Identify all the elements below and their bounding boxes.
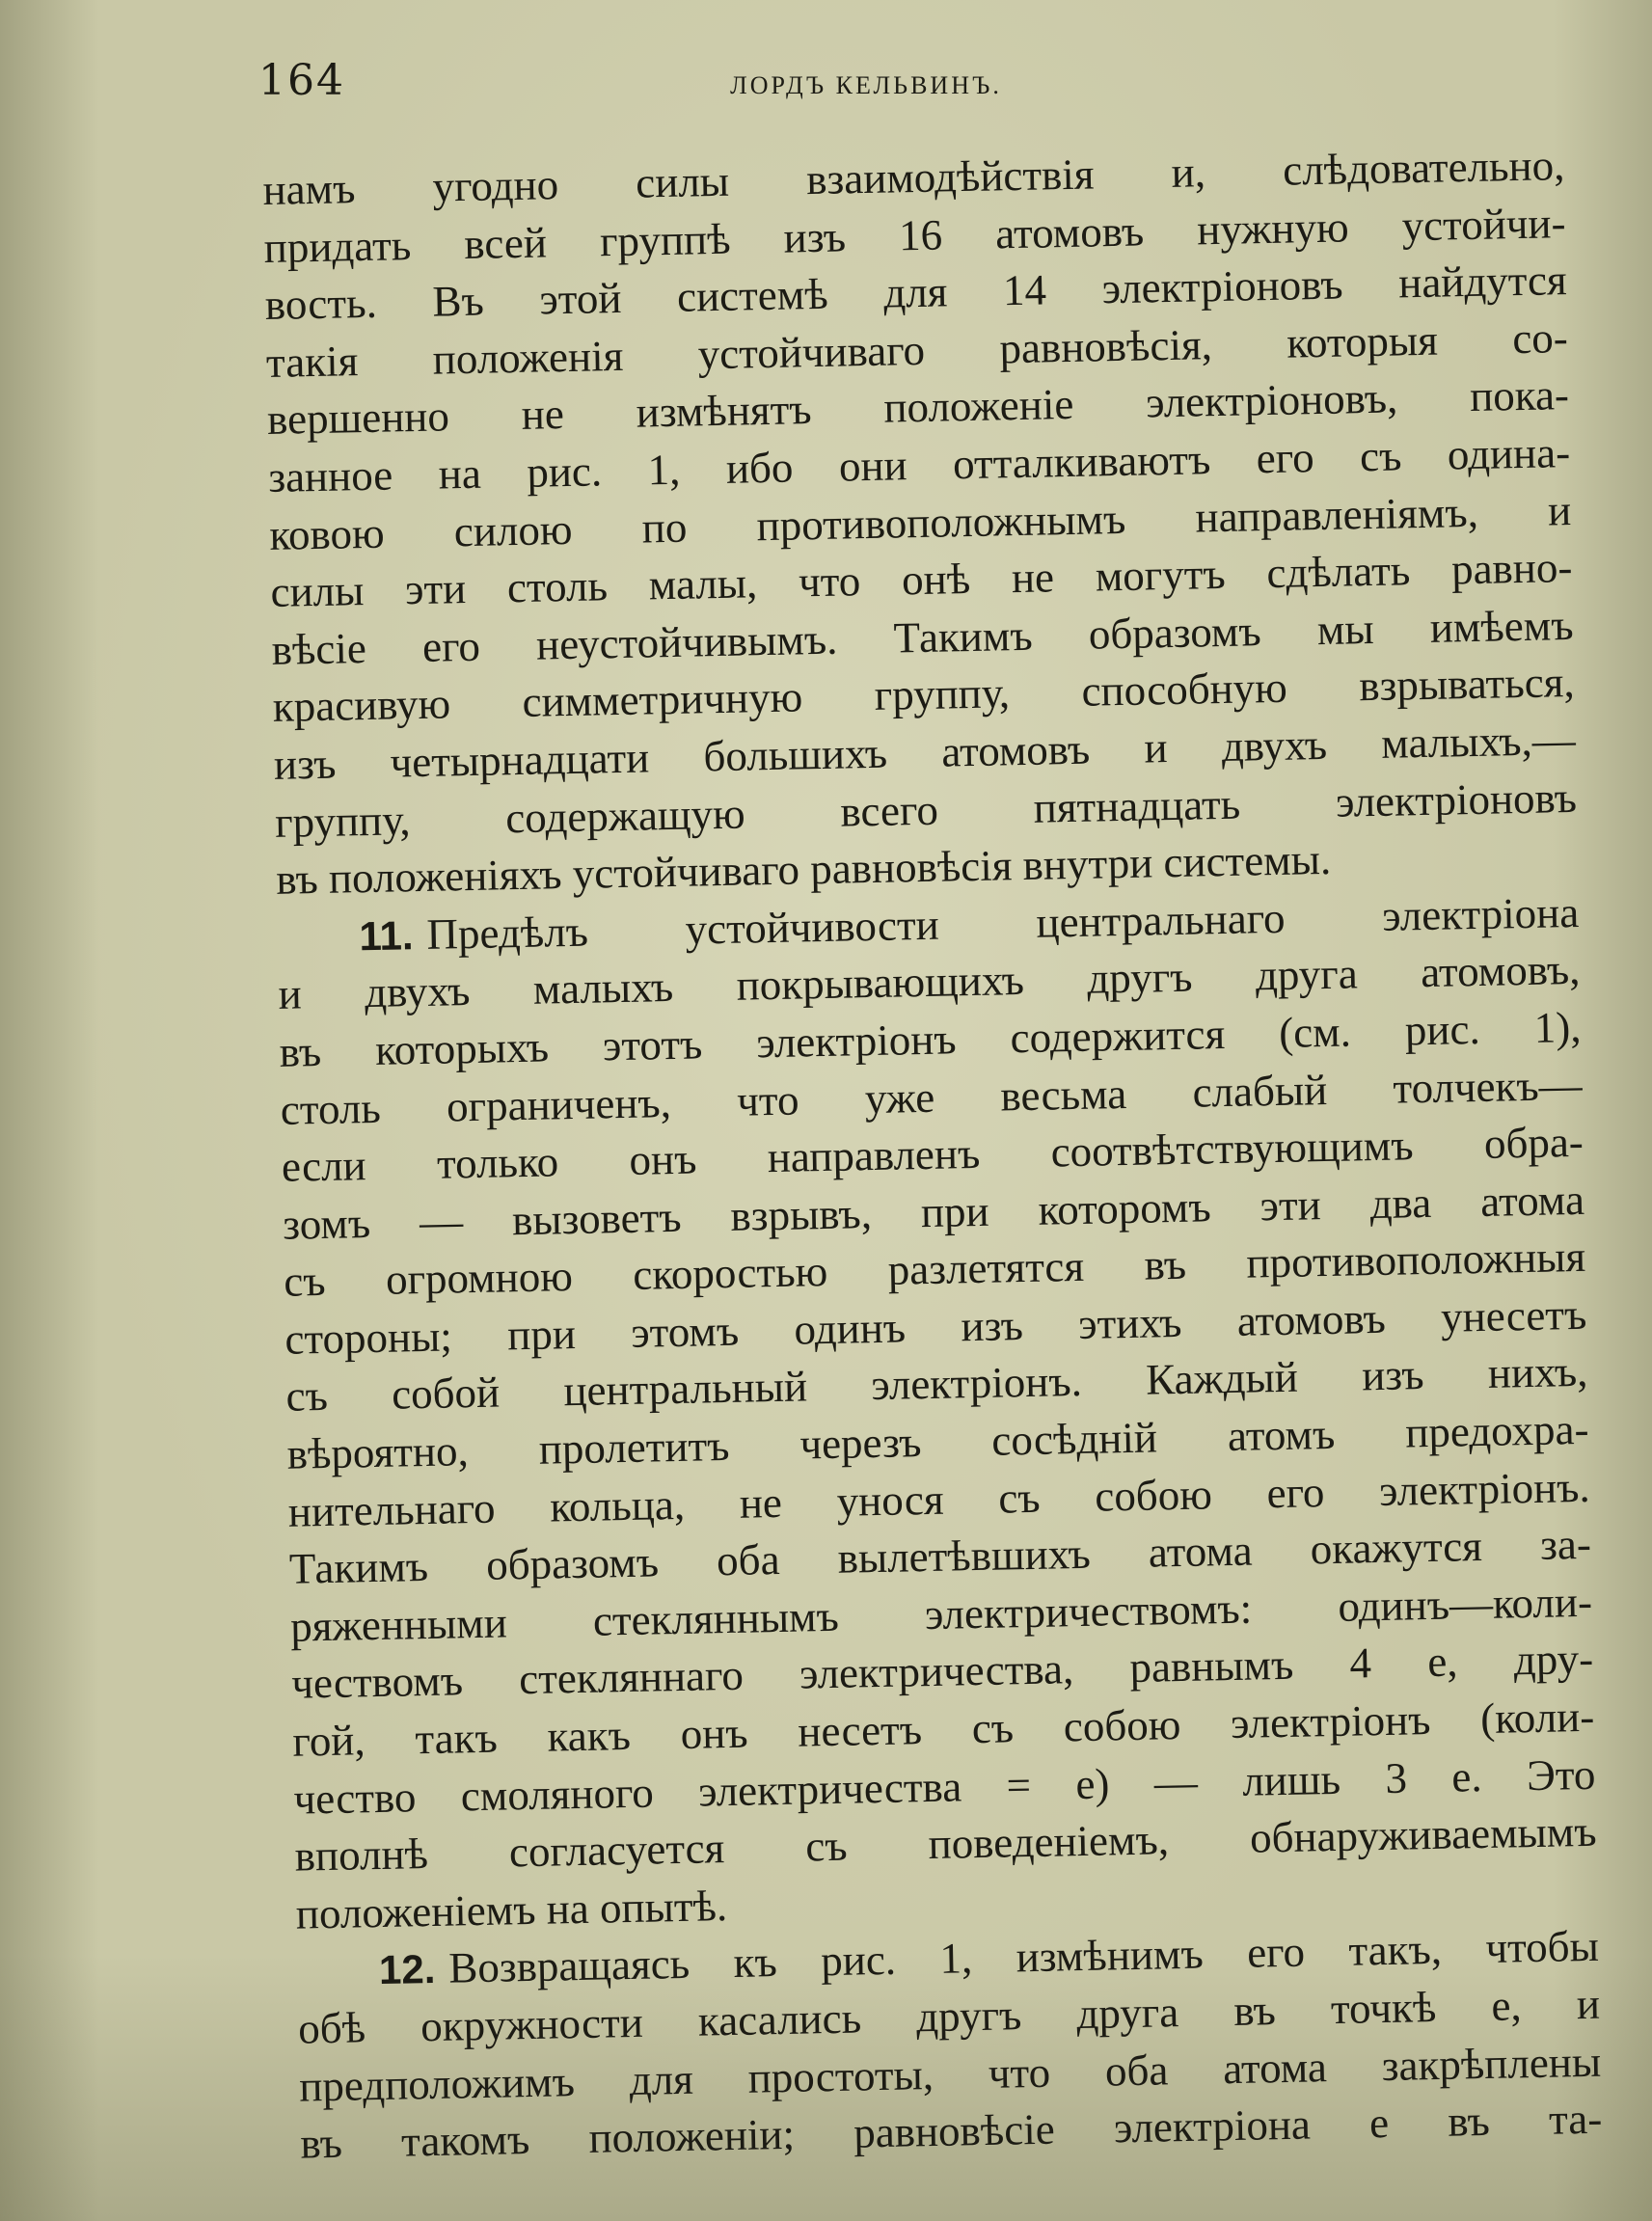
text-line: чествомъ стекляннаго электричества, равнымъ 4 e, дру- [290,1635,1594,1709]
page-header [258,56,1570,114]
text-line: придать всей группѣ изъ 16 атомовъ нужную устойчи- [263,198,1566,272]
text-line: силы эти столь малы, что онѣ не могутъ сдѣлать равно- [270,543,1573,617]
text-line: если только онъ направленъ соотвѣтствующимъ обра- [281,1117,1584,1191]
text-line: положеніемъ на опытѣ. [295,1881,728,1938]
text-line: въ которыхъ этотъ электріонъ содержится (см. рис. 1), [279,1002,1582,1076]
body-text [262,137,1603,2173]
text-line: намъ угодно силы взаимодѣйствія и, слѣдовательно, [262,141,1565,214]
text-line: зомъ — вызоветъ взрывъ, при которомъ эти два атома [282,1175,1585,1249]
paragraph-12 [296,1918,1602,2173]
text-line: такія положенія устойчиваго равновѣсія, которыя со- [265,312,1569,387]
text-line: предположимъ для простоты, что оба атома закрѣплены [298,2037,1602,2111]
running-head: ЛОРДЪ КЕЛЬВИНЪ. [730,71,1002,99]
paragraph-first-text: Возвращаясь къ рис. 1, измѣнимъ его такъ, чтобы [447,1922,1600,1993]
text-line: красивую симметричную группу, способную взрываться, [272,658,1576,732]
text-line: съ собой центральный электріонъ. Каждый изъ нихъ, [285,1347,1588,1422]
text-line: вершенно не измѣнятъ положеніе электріоновъ, пока- [266,370,1570,445]
text-line: и двухъ малыхъ покрывающихъ другъ друга атомовъ, [278,945,1581,1019]
text-line: съ огромною скоростью разлетятся въ противоположныя [283,1232,1586,1307]
text-line: Такимъ образомъ оба вылетѣвшихъ атома окажутся за- [288,1520,1592,1593]
page-number: 164 [258,56,345,105]
text-line: гой, такъ какъ онъ несетъ съ собою электріонъ (коли- [291,1692,1595,1766]
text-line: вполнѣ согласуется съ поведеніемъ, обнаруживаемымъ [294,1806,1597,1881]
text-line: ковою силою по противоположнымъ направленіямъ, и [268,485,1572,559]
text-line: обѣ окружности касались другъ друга въ точкѣ e, и [297,1979,1601,2053]
text-line: въ такомъ положеніи; равновѣсіе электріона e въ та- [299,2094,1603,2168]
paragraph-11 [277,884,1598,1943]
paragraph-number: 12. [378,1946,436,1993]
paragraph-first-text: Предѣлъ устойчивости центральнаго электріона [425,887,1580,959]
text-line: ряженными стекляннымъ электричествомъ: одинъ—коли- [289,1577,1593,1651]
text-line: чество смоляного электричества = e) — лишь 3 e. Это [293,1749,1596,1824]
paragraph-number: 11. [358,911,414,959]
text-line: занное на рис. 1, ибо они отталкиваютъ его съ одина- [267,427,1571,501]
text-line: вѣсіе его неустойчивымъ. Такимъ образомъ мы имѣемъ [271,600,1574,674]
text-line: группу, содержащую всего пятнадцать электріоновъ [274,772,1578,847]
text-line: изъ четырнадцати большихъ атомовъ и двухъ малыхъ,— [273,715,1577,789]
text-line: столь ограниченъ, что уже весьма слабый толчекъ— [280,1060,1584,1134]
text-line: вѣроятно, пролетитъ черезъ сосѣдній атомъ предохра- [286,1404,1589,1478]
text-line: нительнаго кольца, не унося съ собою его электріонъ. [287,1462,1591,1536]
text-line: въ положеніяхъ устойчиваго равновѣсія внутри системы. [275,834,1332,904]
text-line: вость. Въ этой системѣ для 14 электріоновъ найдутся [264,256,1568,330]
text-line: стороны; при этомъ одинъ изъ этихъ атомовъ унесетъ [284,1289,1587,1364]
